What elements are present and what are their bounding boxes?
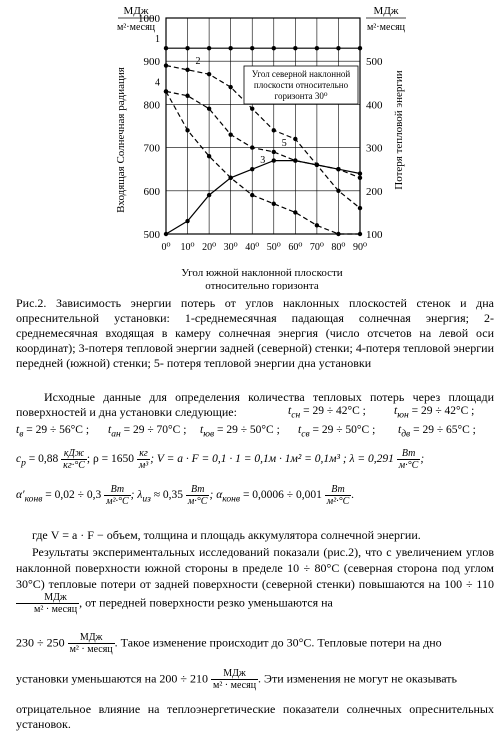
series-point-2 bbox=[336, 189, 340, 193]
series-label-2: 2 bbox=[195, 55, 201, 67]
series-label-5: 5 bbox=[281, 137, 287, 149]
series-point-1 bbox=[358, 46, 362, 50]
right-tick-label: 400 bbox=[366, 99, 383, 112]
series-point-5 bbox=[164, 89, 168, 93]
series-label-1: 1 bbox=[155, 34, 160, 46]
annotation-line: Угол северной наклонной bbox=[251, 69, 351, 79]
series-point-4 bbox=[185, 128, 189, 132]
series-point-5 bbox=[272, 150, 276, 154]
eq-alpha-row: $\alpha'_{конв} = 0,02 \div 0,3$ $\frac{Вт}{\text{м²·°C}}$ ; $\lambda_{из} \approx 0,35$ $\frac{Вт}{м\cdot^\circ C}$ ; $\alpha_{конв} = 0,0006 \div 0,001$ $\frac{Вт}{\text{м²·°C}}$ . bbox=[16, 484, 355, 507]
left-tick-label: 700 bbox=[143, 142, 160, 155]
series-point-2 bbox=[358, 206, 362, 210]
right-unit-top: МДж bbox=[373, 5, 399, 17]
figure-chart bbox=[0, 0, 502, 290]
x-tick-label: 40⁰ bbox=[245, 242, 260, 253]
series-point-1 bbox=[315, 46, 319, 50]
series-point-3 bbox=[358, 171, 362, 175]
x-axis-label-2: относительно горизонта bbox=[205, 280, 319, 290]
series-point-2 bbox=[207, 72, 211, 76]
series-point-1 bbox=[272, 46, 276, 50]
x-tick-label: 20⁰ bbox=[202, 242, 217, 253]
series-label-3: 3 bbox=[260, 155, 266, 167]
series-point-2 bbox=[250, 107, 254, 111]
series-point-5 bbox=[358, 176, 362, 180]
where-line: где V = a · F − объем, толщина и площадь аккумулятора солнечной энергии. bbox=[32, 528, 421, 542]
left-unit-bottom: м²·месяц bbox=[116, 22, 156, 33]
series-point-4 bbox=[358, 232, 362, 236]
left-unit-top: МДж bbox=[123, 5, 149, 17]
series-point-1 bbox=[164, 46, 168, 50]
series-point-5 bbox=[336, 167, 340, 171]
eq-t-v: $t_в = 29 \div 56^\circ C$ ; bbox=[16, 424, 90, 440]
series-line-3 bbox=[166, 161, 360, 234]
series-point-5 bbox=[250, 145, 254, 149]
series-point-1 bbox=[228, 46, 232, 50]
series-point-4 bbox=[336, 232, 340, 236]
x-axis-label-1: Угол южной наклонной плоскости bbox=[181, 267, 343, 279]
eq-t-yuv: $t_{юв} = 29 \div 50^\circ C$ ; bbox=[200, 424, 280, 440]
right-axis-label: Потеря тепловой энергии bbox=[393, 70, 405, 190]
series-point-4 bbox=[228, 176, 232, 180]
results-paragraph: Результаты экспериментальных исследований показали (рис.2), что с увеличением углов наклонной поверхности южной стороны в пределе 10 ÷ 80°C (северная сторона под углом 30°C) тепловые потери от задней поверхности (северной стенки) повышаются на 100 ÷ 110 $\frac{\text{МДж}}{\text{м² · месяц}}$ , от передней поверхности резко уменьшаются на bbox=[16, 545, 494, 615]
series-point-2 bbox=[185, 68, 189, 72]
series-point-3 bbox=[272, 158, 276, 162]
intro-paragraph: Исходные данные для определения количества тепловых потерь через площади поверхностей и дна установки следующие: bbox=[16, 390, 494, 419]
series-point-5 bbox=[228, 132, 232, 136]
left-tick-label: 800 bbox=[143, 99, 160, 112]
results-line-4: отрицательное влияние на теплоэнергетические показатели солнечных опреснительных установок. bbox=[16, 702, 494, 731]
x-tick-label: 50⁰ bbox=[266, 242, 281, 253]
right-unit-bottom: м²·месяц bbox=[366, 22, 406, 33]
left-tick-label: 1000 bbox=[138, 13, 160, 25]
series-point-3 bbox=[207, 193, 211, 197]
x-tick-label: 30⁰ bbox=[223, 242, 238, 253]
x-tick-label: 80⁰ bbox=[331, 242, 346, 253]
eq-constants-row: $c_p = 0,88$ $\frac{\text{кДж}}{кг\cdot^\circ C}$ ; ρ = 1650 $\frac{кг}{\text{м³}}$ ; V = a · F = 0,1 · 1 = 0,1м · 1м² = 0,1м³ ; λ = 0,291 $\frac{Вт}{м\cdot^\circ C}$ ; bbox=[16, 448, 425, 471]
series-point-3 bbox=[185, 219, 189, 223]
results-line-2: 230 ÷ 250 $\frac{\text{МДж}}{\text{м² · месяц}}$ . Такое изменение происходит до 30°C. Тепловые потери на дно bbox=[16, 632, 442, 655]
series-point-5 bbox=[315, 163, 319, 167]
series-point-1 bbox=[207, 46, 211, 50]
series-point-4 bbox=[272, 202, 276, 206]
series-point-5 bbox=[185, 94, 189, 98]
right-tick-label: 100 bbox=[366, 229, 383, 241]
series-point-5 bbox=[207, 107, 211, 111]
results-line-3: установки уменьшаются на 200 ÷ 210 $\frac{\text{МДж}}{\text{м² · месяц}}$ . Эти изменения не могут не оказывать bbox=[16, 668, 457, 691]
eq-t-sv: $t_{св} = 29 \div 50^\circ C$ ; bbox=[298, 424, 376, 440]
series-point-1 bbox=[250, 46, 254, 50]
eq-t-sn: $t_{сн} = 29 \div 42^\circ C$ ; bbox=[288, 405, 366, 421]
left-tick-label: 600 bbox=[143, 185, 160, 198]
series-point-4 bbox=[293, 210, 297, 214]
series-point-1 bbox=[185, 46, 189, 50]
plot-frame bbox=[166, 18, 360, 234]
eq-t-an: $t_{ан} = 29 \div 70^\circ C$ ; bbox=[108, 424, 187, 440]
series-point-2 bbox=[272, 128, 276, 132]
series-point-4 bbox=[250, 193, 254, 197]
series-label-4: 4 bbox=[155, 77, 160, 89]
series-point-3 bbox=[164, 232, 168, 236]
series-point-1 bbox=[336, 46, 340, 50]
right-tick-label: 300 bbox=[366, 142, 383, 155]
series-point-4 bbox=[207, 154, 211, 158]
series-point-5 bbox=[293, 158, 297, 162]
series-point-4 bbox=[315, 223, 319, 227]
left-tick-label: 900 bbox=[143, 56, 160, 69]
left-tick-label: 500 bbox=[143, 229, 160, 241]
right-tick-label: 200 bbox=[366, 185, 383, 198]
chart-axes bbox=[166, 18, 360, 234]
eq-t-yun: $t_{юн} = 29 \div 42^\circ C$ ; bbox=[394, 405, 475, 421]
figure-caption: Рис.2. Зависимость энергии потерь от углов наклонных плоскостей стенок и дна опреснительной установки: 1-среднемесячная падающая солнечная энергия; 2-среднемесячная входящая в камеру солнечная энергия (число отсчетов на левой оси координат); 3-потеря тепловой энергии задней (северной) стенки; 4-потеря тепловой энергии передней (южной) стенки; 5- потеря тепловой энергии дна установки bbox=[16, 296, 494, 370]
x-tick-label: 90⁰ bbox=[352, 242, 368, 253]
eq-t-dv: $t_{дв} = 29 \div 65^\circ C$ ; bbox=[398, 424, 476, 440]
chart-grid bbox=[166, 18, 360, 234]
x-tick-label: 10⁰ bbox=[180, 242, 195, 253]
annotation-line: горизонта 30⁰ bbox=[274, 91, 328, 101]
x-tick-label: 0⁰ bbox=[161, 242, 171, 253]
left-axis-label: Входящая Солнечная радиация bbox=[115, 67, 127, 213]
x-tick-label: 60⁰ bbox=[288, 242, 303, 253]
series-point-2 bbox=[228, 85, 232, 89]
x-tick-label: 70⁰ bbox=[309, 242, 324, 253]
series-point-2 bbox=[293, 137, 297, 141]
series-point-2 bbox=[164, 63, 168, 67]
series-point-1 bbox=[293, 46, 297, 50]
annotation-line: плоскости относительно bbox=[253, 80, 349, 90]
series-point-3 bbox=[250, 167, 254, 171]
right-tick-label: 500 bbox=[366, 56, 383, 69]
